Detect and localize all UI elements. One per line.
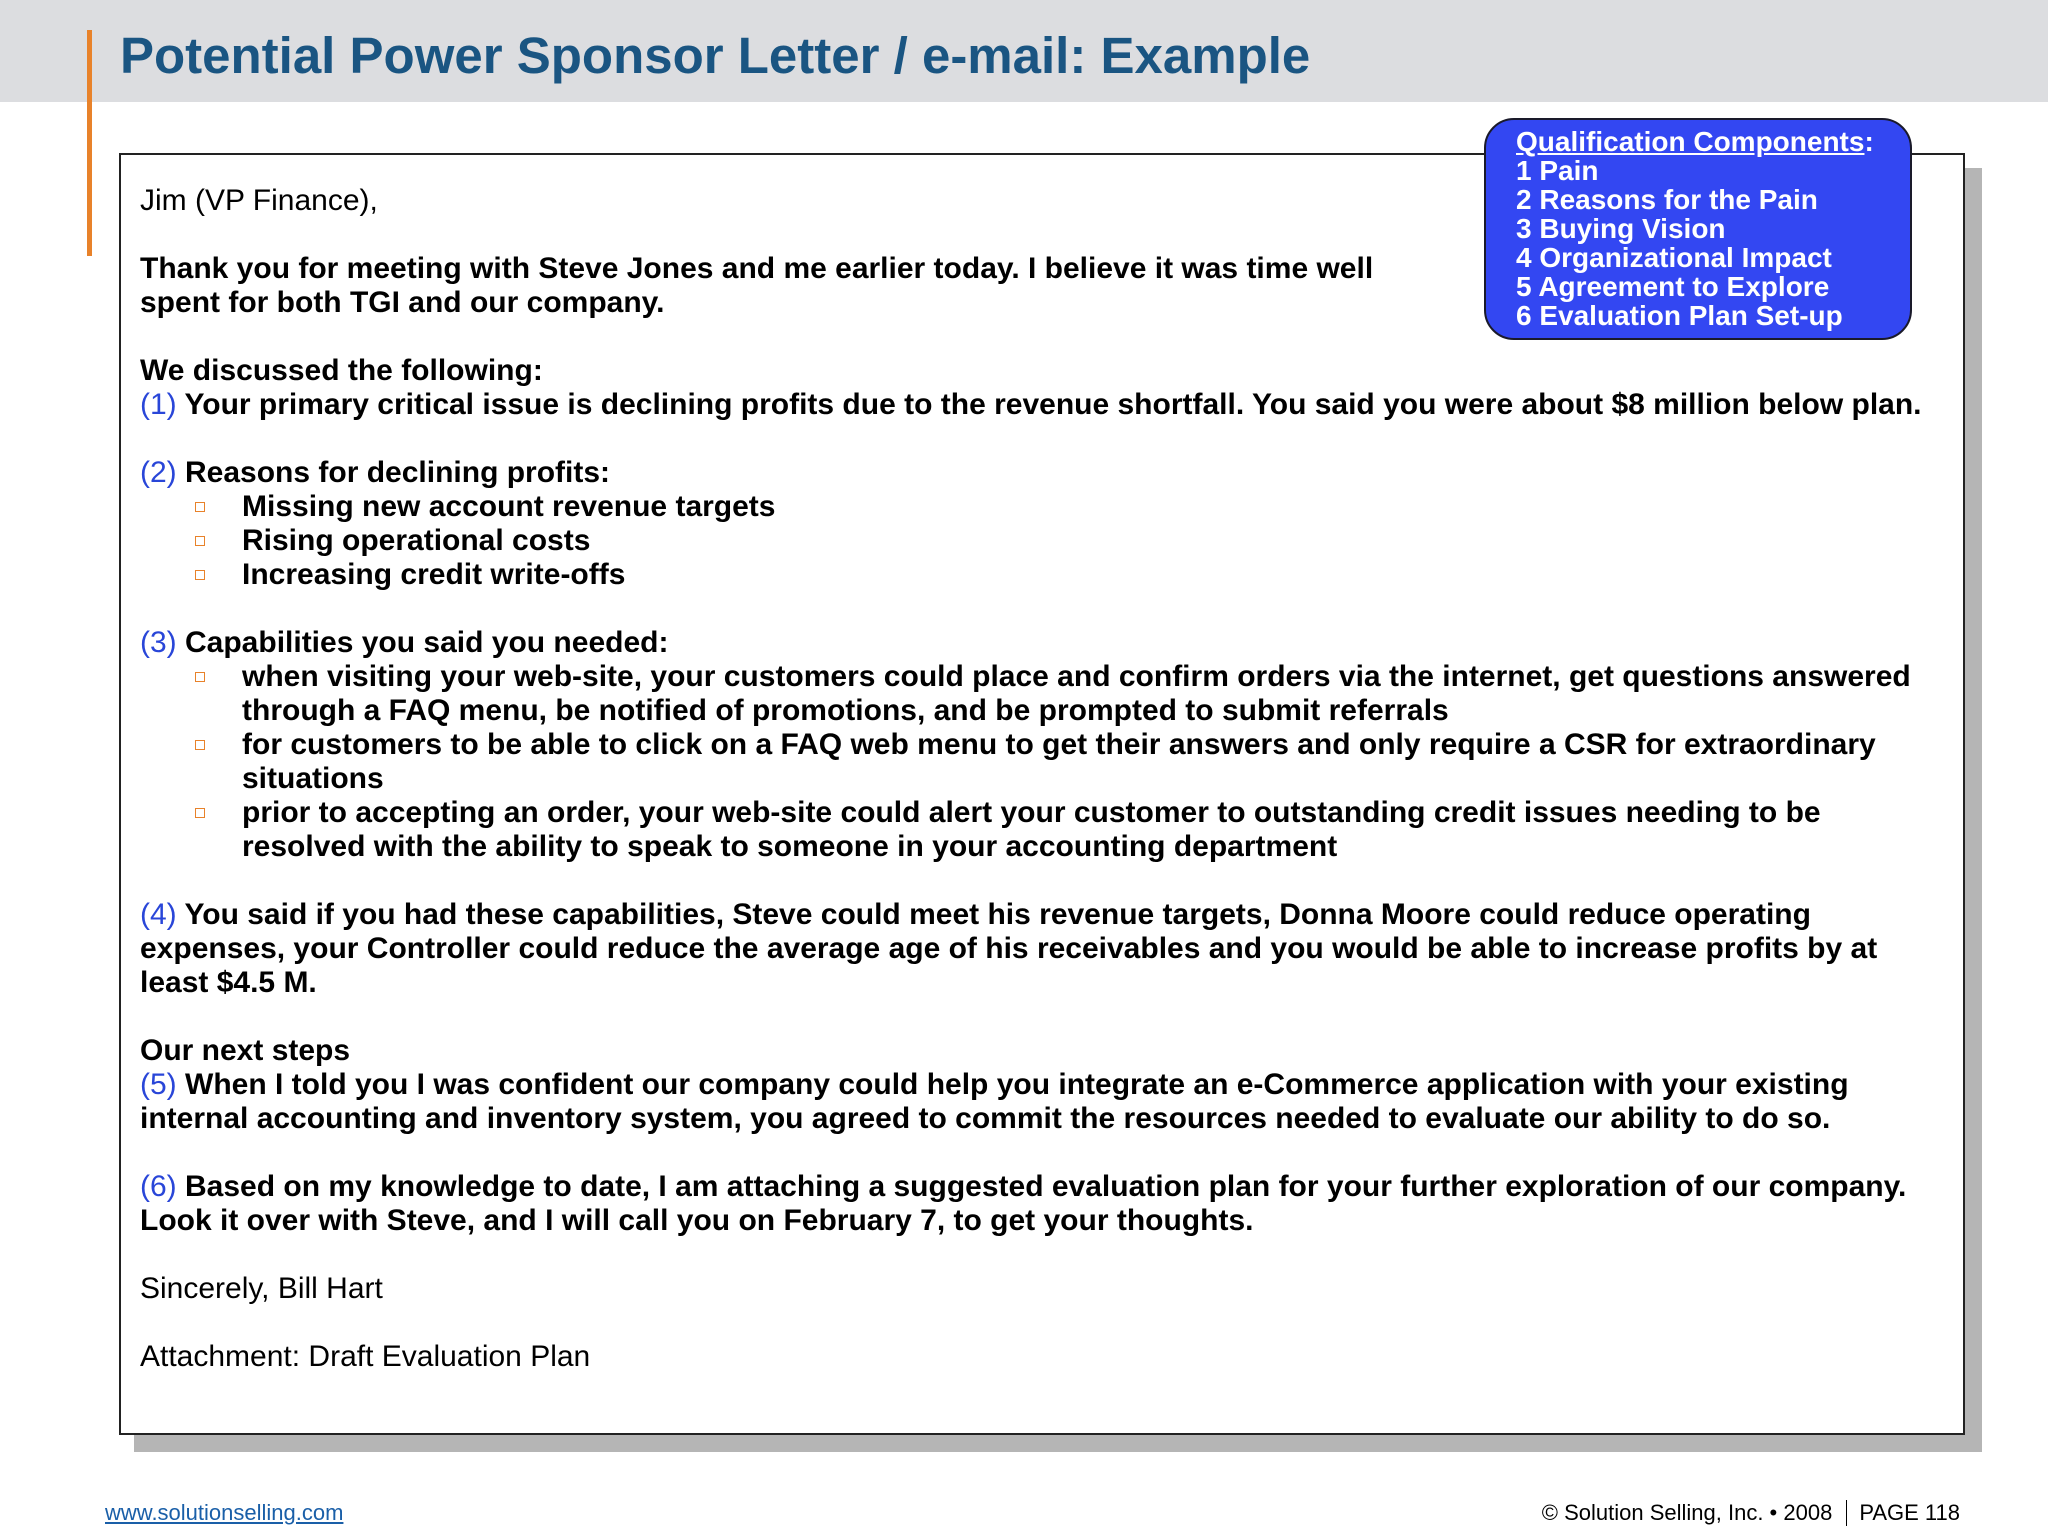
next-steps-section [140, 1034, 1940, 1136]
next-steps-heading: Our next steps [140, 1034, 351, 1067]
qualification-item: 4 Organizational Impact [1516, 242, 1832, 273]
letter-closing: Sincerely, Bill Hart [140, 1272, 383, 1305]
list-item: when visiting your web-site, your customers could place and confirm orders via the internet, get questions answered through a FAQ menu, be notified of promotions, and be prompted to submit referrals [140, 660, 1940, 728]
point-2 [140, 456, 1940, 490]
letter-attachment: Attachment: Draft Evaluation Plan [140, 1340, 591, 1373]
accent-line [87, 30, 92, 256]
point-4-text: You said if you had these capabilities, Steve could meet his revenue targets, Donna Moore could reduce operating expenses, your Controller could reduce the average age of his receivables and you would be able to increase profits by at least $4.5 M. [140, 898, 1878, 999]
list-item: for customers to be able to click on a FAQ web menu to get their answers and only require a CSR for extraordinary situations [140, 728, 1940, 796]
square-bullet-icon [195, 502, 205, 512]
square-bullet-icon [195, 570, 205, 580]
square-bullet-icon [195, 672, 205, 682]
point-6 [140, 1170, 1940, 1238]
copyright-text: © Solution Selling, Inc. • 2008 [1541, 1500, 1833, 1525]
letter-salutation: Jim (VP Finance), [140, 184, 378, 217]
point-1-text: Your primary critical issue is declining profits due to the revenue shortfall. You said you were about $8 million below plan. [176, 388, 1922, 421]
qualification-title: Qualification Components [1516, 126, 1865, 157]
letter-intro: Thank you for meeting with Steve Jones and me earlier today. I believe it was time well spent for both TGI and our company. [140, 252, 1374, 319]
square-bullet-icon [195, 740, 205, 750]
letter-body [140, 184, 1940, 1408]
page-number: PAGE 118 [1859, 1500, 1960, 1525]
point-2-text: Reasons for declining profits: [176, 456, 611, 489]
square-bullet-icon [195, 808, 205, 818]
point-6-number: (6) [140, 1170, 177, 1203]
reasons-list [140, 490, 1940, 592]
qualification-item: 6 Evaluation Plan Set-up [1516, 300, 1843, 331]
list-item: prior to accepting an order, your web-site could alert your customer to outstanding credit issues needing to be resolved with the ability to speak to someone in your accounting department [140, 796, 1940, 864]
footer-divider [1846, 1500, 1847, 1526]
point-4 [140, 898, 1940, 1000]
point-1-number: (1) [140, 388, 177, 421]
point-3 [140, 626, 1940, 660]
list-item: Rising operational costs [140, 524, 1940, 558]
qualification-title-line [1516, 127, 1910, 156]
point-5-number: (5) [140, 1068, 177, 1101]
point-3-text: Capabilities you said you needed: [176, 626, 669, 659]
slide-title: Potential Power Sponsor Letter / e-mail: Example [120, 27, 1311, 84]
website-link[interactable]: www.solutionselling.com [105, 1500, 344, 1525]
qualification-item: 2 Reasons for the Pain [1516, 184, 1818, 215]
qualification-item: 1 Pain [1516, 155, 1599, 186]
qualification-components-box [1484, 118, 1912, 340]
square-bullet-icon [195, 536, 205, 546]
list-item: Increasing credit write-offs [140, 558, 1940, 592]
discussed-section [140, 354, 1940, 422]
point-6-text: Based on my knowledge to date, I am attaching a suggested evaluation plan for your further exploration of our company. Look it over with Steve, and I will call you on February 7, to get your thoughts. [140, 1170, 1907, 1237]
qualification-title-suffix: : [1864, 126, 1874, 157]
point-4-number: (4) [140, 898, 177, 931]
footer-info [1542, 1500, 1960, 1526]
point-2-number: (2) [140, 456, 177, 489]
discussed-heading: We discussed the following: [140, 354, 543, 387]
capabilities-list [140, 660, 1940, 864]
qualification-item: 3 Buying Vision [1516, 213, 1726, 244]
list-item: Missing new account revenue targets [140, 490, 1940, 524]
qualification-item: 5 Agreement to Explore [1516, 271, 1830, 302]
point-5-text: When I told you I was confident our company could help you integrate an e-Commerce application with your existing internal accounting and inventory system, you agreed to commit the resources needed to evaluate our ability to do so. [140, 1068, 1849, 1135]
point-3-number: (3) [140, 626, 177, 659]
